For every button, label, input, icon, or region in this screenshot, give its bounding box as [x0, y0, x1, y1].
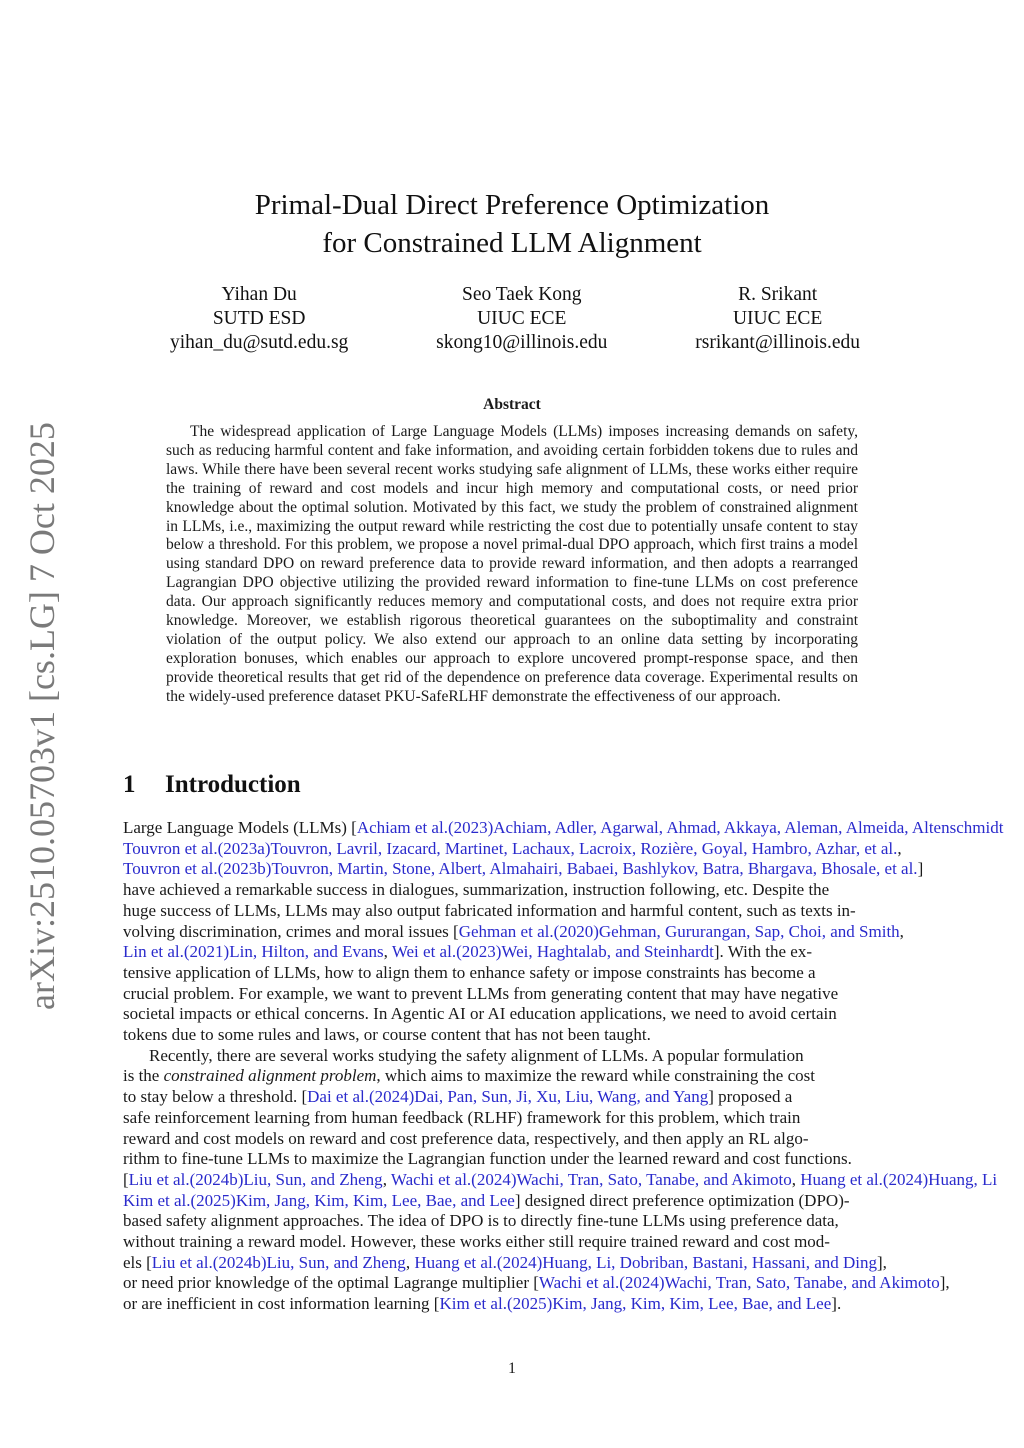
- paper-title: [0, 186, 1024, 262]
- citation-link[interactable]: Kim et al.(2025)Kim, Jang, Kim, Kim, Lee, Bae, and Lee: [439, 1294, 832, 1314]
- intro-line: [123, 1191, 1024, 1212]
- citation-link[interactable]: Lin et al.(2021)Lin, Hilton, and Evans: [123, 942, 384, 962]
- abstract-text: The widespread application of Large Language Models (LLMs) imposes increasing demands on safety, such as reducing harmful content and fake information, and avoiding certain forbidden tokens due to rules and laws. While there have been several recent works studying safe alignment of LLMs, these works either require the training of reward and cost models and incur high memory and computational costs, or need prior knowledge about the optimal solution. Motivated by this fact, we study the problem of constrained alignment in LLMs, i.e., maximizing the output reward while restricting the cost due to potentially unsafe content to stay below a threshold. For this problem, we propose a novel primal-dual DPO approach, which first trains a model using standard DPO on reward preference data to provide reward information, and then adopts a rearranged Lagrangian DPO objective utilizing the provided reward information to fine-tune LLMs on cost preference data. Our approach significantly reduces memory and computational costs, and does not require extra prior knowledge. Moreover, we establish rigorous theoretical guarantees on the suboptimality and constraint violation of the output policy. We also extend our approach to an online data setting by incorporating exploration bonuses, which enables our approach to explore uncovered prompt-response space, and then provide theoretical results that get rid of the dependence on preference data coverage. Experimental results on the widely-used preference dataset PKU-SafeRLHF demonstrate the effectiveness of our approach.: [166, 423, 858, 705]
- citation-link[interactable]: Liu et al.(2024b)Liu, Sun, and Zheng: [151, 1252, 406, 1272]
- intro-line: [123, 1129, 1024, 1150]
- citation-link[interactable]: Touvron et al.(2023b)Touvron, Martin, Stone, Albert, Almahairi, Babaei, Bashlykov, Batra, Bhargava, Bhosale, et al.: [123, 859, 918, 879]
- citation-link[interactable]: Liu et al.(2024b)Liu, Sun, and Zheng: [128, 1169, 383, 1189]
- citation-link[interactable]: Wachi et al.(2024)Wachi, Tran, Sato, Tanabe, and Akimoto: [390, 1169, 792, 1189]
- author-1: [170, 283, 348, 355]
- body-text: [: [123, 1169, 129, 1189]
- page-number: 1: [508, 1360, 516, 1377]
- citation-link[interactable]: Dai et al.(2024)Dai, Pan, Sun, Ji, Xu, Liu, Wang, and Yang: [307, 1087, 709, 1107]
- intro-line: [123, 1253, 1024, 1274]
- intro-line: [123, 1211, 1024, 1232]
- intro-line: [123, 1025, 1024, 1046]
- intro-line: [123, 984, 1024, 1005]
- body-text: Large Language Models (LLMs) [: [123, 818, 357, 837]
- intro-line: [123, 1066, 1024, 1087]
- body-text: ] proposed a: [708, 1087, 793, 1107]
- body-text: els [: [123, 1252, 152, 1272]
- author-email[interactable]: yihan_du@sutd.edu.sg: [170, 332, 349, 353]
- body-text: ]. With the ex-: [713, 942, 813, 962]
- body-text: ] designed direct preference optimization (DPO)-: [514, 1190, 850, 1210]
- body-text: tensive application of LLMs, how to align them to enhance safety or impose constraints has become a: [123, 962, 816, 982]
- citation-link[interactable]: Gehman et al.(2020)Gehman, Gururangan, Sap, Choi, and Smith: [458, 921, 900, 941]
- intro-line: [123, 1232, 1024, 1253]
- section-heading-introduction: [123, 771, 301, 799]
- intro-line: [123, 839, 1024, 860]
- author-name: Seo Taek Kong: [461, 284, 582, 305]
- intro-line: [123, 818, 1024, 839]
- section-title: Introduction: [165, 771, 301, 798]
- citation-link[interactable]: Wei et al.(2023)Wei, Haghtalab, and Steinhardt: [391, 942, 714, 962]
- author-affiliation: SUTD ESD: [212, 308, 306, 329]
- author-email[interactable]: skong10@illinois.edu: [436, 332, 608, 353]
- citation-link[interactable]: Huang et al.(2024)Huang, Li: [800, 1169, 998, 1189]
- body-text: ,: [897, 838, 902, 858]
- intro-line: [123, 942, 1024, 963]
- title-line-1: Primal-Dual Direct Preference Optimization: [254, 189, 770, 221]
- body-text: huge success of LLMs, LLMs may also output fabricated information and harmful content, such as texts in-: [123, 900, 856, 920]
- body-text: ,: [791, 1169, 801, 1189]
- body-text: ,: [899, 921, 904, 941]
- emphasized-text: constrained alignment problem: [163, 1066, 377, 1086]
- author-block: [170, 283, 860, 355]
- body-text: is the: [123, 1066, 164, 1086]
- intro-line: [123, 880, 1024, 901]
- body-text: tokens due to some rules and laws, or course content that has not been taught.: [123, 1025, 651, 1045]
- author-affiliation: UIUC ECE: [477, 308, 567, 329]
- body-text: , which aims to maximize the reward while constraining the cost: [376, 1066, 815, 1086]
- body-text: rithm to fine-tune LLMs to maximize the Lagrangian function under the learned reward and cost functions.: [123, 1149, 852, 1169]
- body-text: ,: [382, 1169, 391, 1189]
- intro-line: [123, 1294, 1024, 1315]
- intro-line: [123, 1273, 1024, 1294]
- citation-link[interactable]: Wachi et al.(2024)Wachi, Tran, Sato, Tanabe, and Akimoto: [538, 1273, 940, 1293]
- body-text: ],: [877, 1252, 887, 1272]
- author-name: Yihan Du: [221, 284, 297, 305]
- body-text: based safety alignment approaches. The idea of DPO is to directly fine-tune LLMs using preference data,: [123, 1211, 839, 1231]
- author-2: [436, 283, 607, 355]
- intro-line: [123, 901, 1024, 922]
- introduction-body: [123, 818, 1024, 1315]
- abstract-heading: Abstract: [483, 396, 541, 413]
- body-text: societal impacts or ethical concerns. In Agentic AI or AI education applications, we need to avoid certain: [123, 1004, 837, 1024]
- body-text: or need prior knowledge of the optimal Lagrange multiplier [: [123, 1273, 539, 1293]
- author-3: [695, 283, 860, 355]
- body-text: or are inefficient in cost information learning [: [123, 1294, 440, 1314]
- body-text: ]: [917, 859, 924, 879]
- author-email[interactable]: rsrikant@illinois.edu: [695, 332, 860, 353]
- intro-line: [123, 1149, 1024, 1170]
- body-text: Recently, there are several works studying the safety alignment of LLMs. A popular formulation: [149, 1045, 804, 1065]
- intro-line: [123, 1004, 1024, 1025]
- body-text: safe reinforcement learning from human feedback (RLHF) framework for this problem, which train: [123, 1107, 801, 1127]
- body-text: ,: [383, 942, 392, 962]
- body-text: reward and cost models on reward and cost preference data, respectively, and then apply an RL algo-: [123, 1128, 809, 1148]
- intro-line: [123, 922, 1024, 943]
- title-line-2: for Constrained LLM Alignment: [322, 227, 702, 259]
- citation-link[interactable]: Touvron et al.(2023a)Touvron, Lavril, Izacard, Martinet, Lachaux, Lacroix, Rozière, Goyal, Hambro, Azhar, et al.: [123, 838, 898, 858]
- body-text: ].: [831, 1294, 842, 1314]
- body-text: volving discrimination, crimes and moral issues [: [123, 921, 459, 941]
- intro-line: [123, 963, 1024, 984]
- body-text: ,: [405, 1252, 415, 1272]
- body-text: crucial problem. For example, we want to prevent LLMs from generating content that may have negative: [123, 983, 839, 1003]
- body-text: ],: [939, 1273, 950, 1293]
- author-affiliation: UIUC ECE: [732, 308, 823, 329]
- body-text: have achieved a remarkable success in dialogues, summarization, instruction following, etc. Despite the: [123, 880, 830, 900]
- intro-line: [123, 859, 1024, 880]
- citation-link[interactable]: Huang et al.(2024)Huang, Li, Dobriban, Bastani, Hassani, and Ding: [414, 1252, 877, 1272]
- body-text: to stay below a threshold. [: [123, 1087, 308, 1107]
- section-number: 1: [123, 771, 136, 798]
- intro-line: [123, 1046, 1024, 1067]
- arxiv-identifier-stamp: arXiv:2510.05703v1 [cs.LG] 7 Oct 2025: [22, 422, 62, 1010]
- author-name: R. Srikant: [738, 284, 818, 305]
- intro-line: [123, 1170, 1024, 1191]
- intro-line: [123, 1108, 1024, 1129]
- intro-line: [123, 1087, 1024, 1108]
- body-text: without training a reward model. However, these works either still require trained reward and cost mod-: [123, 1232, 830, 1252]
- citation-link[interactable]: Kim et al.(2025)Kim, Jang, Kim, Kim, Lee, Bae, and Lee: [123, 1190, 515, 1210]
- citation-link[interactable]: Achiam et al.(2023)Achiam, Adler, Agarwal, Ahmad, Akkaya, Aleman, Almeida, Altenschmidt: [356, 818, 1004, 837]
